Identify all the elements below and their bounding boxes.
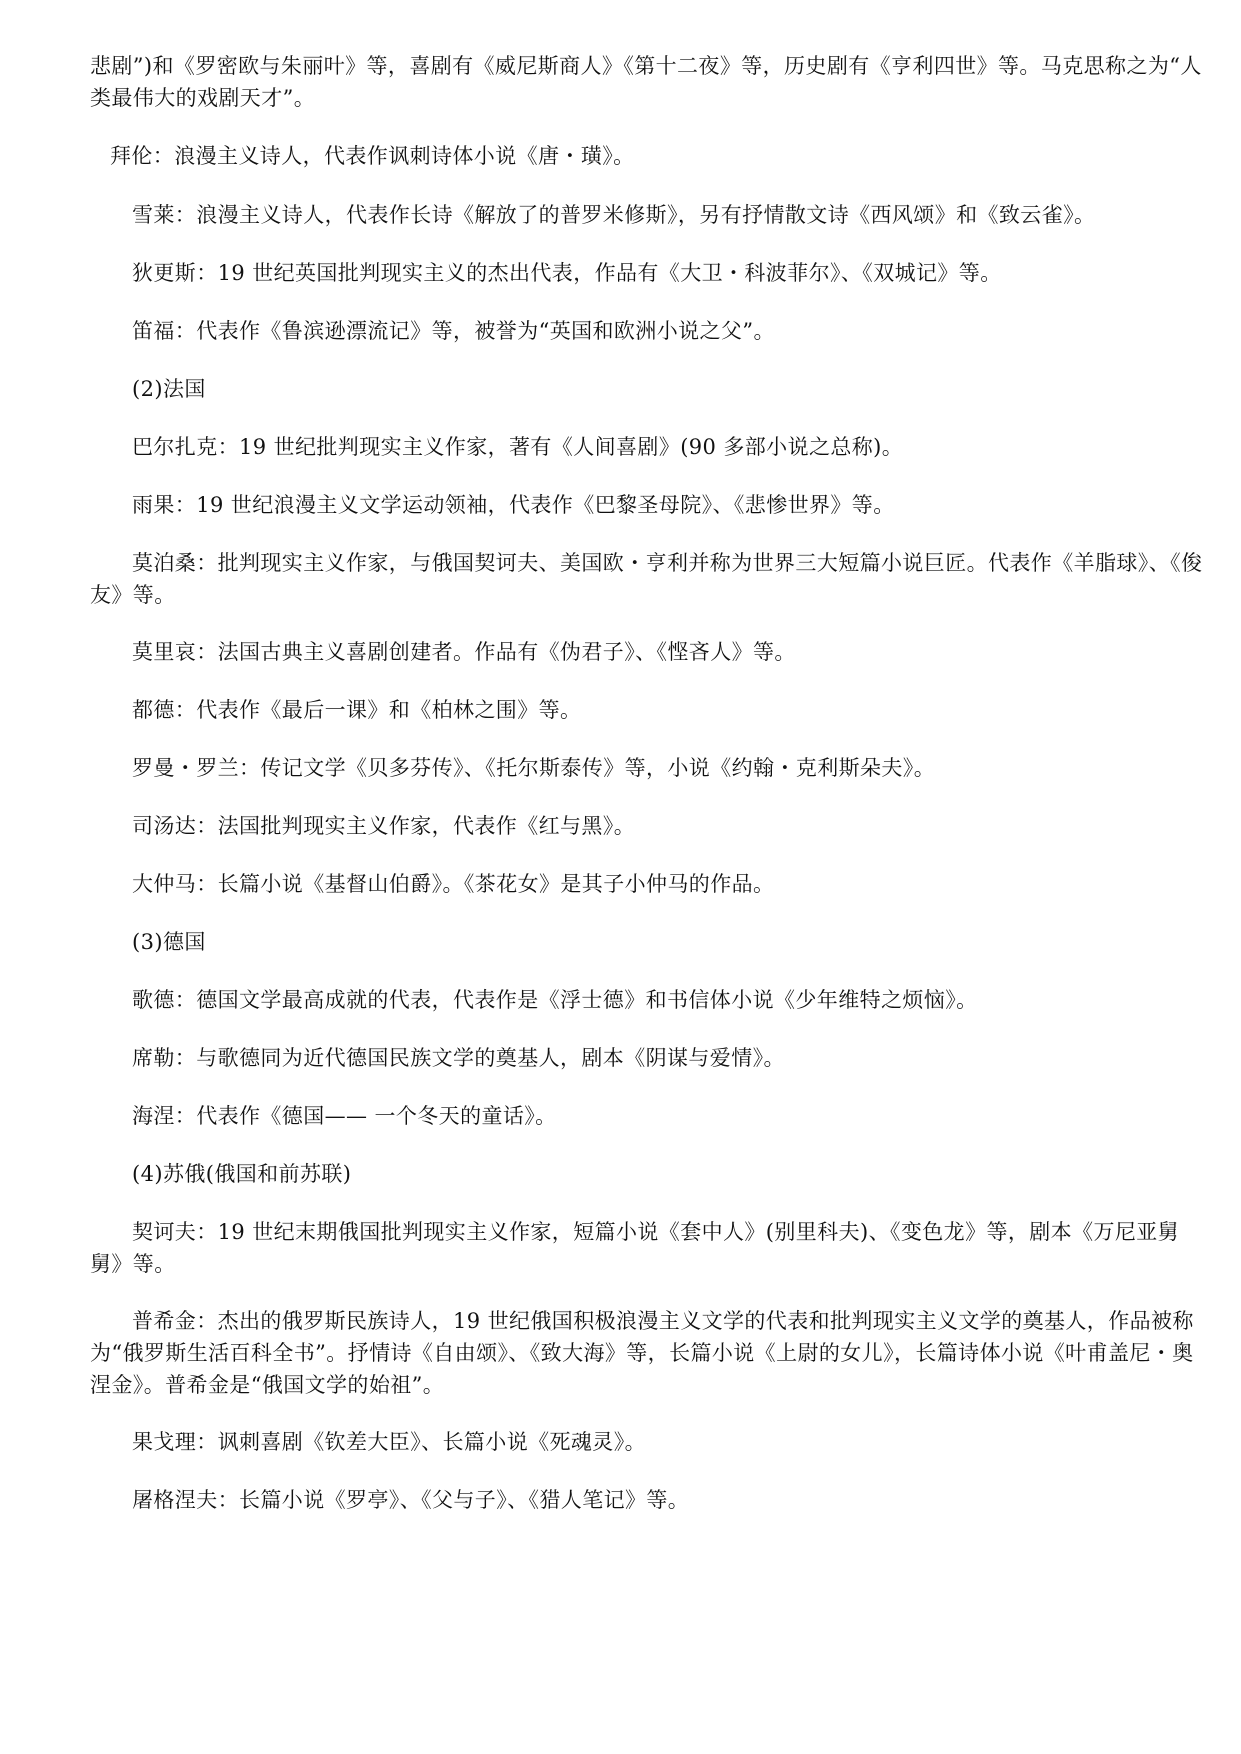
- paragraph-chekhov: 契诃夫：19 世纪末期俄国批判现实主义作家，短篇小说《套中人》(别里科夫)、《变色龙》等，剧本《万尼亚舅舅》等。: [90, 1220, 1180, 1276]
- paragraph-defoe: 笛福：代表作《鲁滨逊漂流记》等，被誉为“英国和欧洲小说之父”。: [132, 319, 775, 343]
- paragraph-stendhal: 司汤达：法国批判现实主义作家，代表作《红与黑》。: [132, 814, 636, 838]
- paragraph-hugo: 雨果：19 世纪浪漫主义文学运动领袖，代表作《巴黎圣母院》、《悲惨世界》等。: [132, 493, 895, 517]
- paragraph-maupassant: 莫泊桑：批判现实主义作家，与俄国契诃夫、美国欧・亨利并称为世界三大短篇小说巨匠。代表作《羊脂球》、《俊友》等。: [90, 551, 1203, 607]
- paragraph-daudet: 都德：代表作《最后一课》和《柏林之围》等。: [132, 698, 582, 722]
- paragraph-shakespeare-cont: 悲剧”)和《罗密欧与朱丽叶》等，喜剧有《威尼斯商人》《第十二夜》等，历史剧有《亨利四世》等。马克思称之为“人类最伟大的戏剧天才”。: [90, 54, 1202, 110]
- section-heading-germany: (3)德国: [132, 930, 206, 954]
- paragraph-dumas: 大仲马：长篇小说《基督山伯爵》。《茶花女》是其子小仲马的作品。: [132, 872, 775, 896]
- paragraph-schiller: 席勒：与歌德同为近代德国民族文学的奠基人，剧本《阴谋与爱情》。: [132, 1046, 785, 1070]
- section-heading-france: (2)法国: [132, 377, 206, 401]
- paragraph-shelley: 雪莱：浪漫主义诗人，代表作长诗《解放了的普罗米修斯》，另有抒情散文诗《西风颂》和《致云雀》。: [132, 203, 1096, 227]
- paragraph-moliere: 莫里哀：法国古典主义喜剧创建者。作品有《伪君子》、《悭吝人》等。: [132, 640, 796, 664]
- paragraph-heine: 海涅：代表作《德国—— 一个冬天的童话》。: [132, 1104, 557, 1128]
- paragraph-turgenev: 屠格涅夫：长篇小说《罗亭》、《父与子》、《猎人笔记》等。: [132, 1488, 690, 1512]
- paragraph-gogol: 果戈理：讽刺喜剧《钦差大臣》、长篇小说《死魂灵》。: [132, 1430, 646, 1454]
- section-heading-russia: (4)苏俄(俄国和前苏联): [132, 1162, 352, 1186]
- paragraph-pushkin: 普希金：杰出的俄罗斯民族诗人，19 世纪俄国积极浪漫主义文学的代表和批判现实主义文学的奠基人，作品被称为“俄罗斯生活百科全书”。抒情诗《自由颂》、《致大海》等，长篇小说《上尉的女儿》，长篇诗体小说《叶甫盖尼・奥涅金》。普希金是“俄国文学的始祖”。: [90, 1309, 1194, 1397]
- paragraph-goethe: 歌德：德国文学最高成就的代表，代表作是《浮士德》和书信体小说《少年维特之烦恼》。: [132, 988, 978, 1012]
- paragraph-balzac: 巴尔扎克：19 世纪批判现实主义作家，著有《人间喜剧》(90 多部小说之总称)。: [132, 435, 904, 459]
- paragraph-rolland: 罗曼・罗兰：传记文学《贝多芬传》、《托尔斯泰传》等，小说《约翰・克利斯朵夫》。: [132, 756, 936, 780]
- paragraph-dickens: 狄更斯：19 世纪英国批判现实主义的杰出代表，作品有《大卫・科波菲尔》、《双城记》等。: [132, 261, 1002, 285]
- paragraph-byron: 拜伦：浪漫主义诗人，代表作讽刺诗体小说《唐・璜》。: [110, 144, 635, 168]
